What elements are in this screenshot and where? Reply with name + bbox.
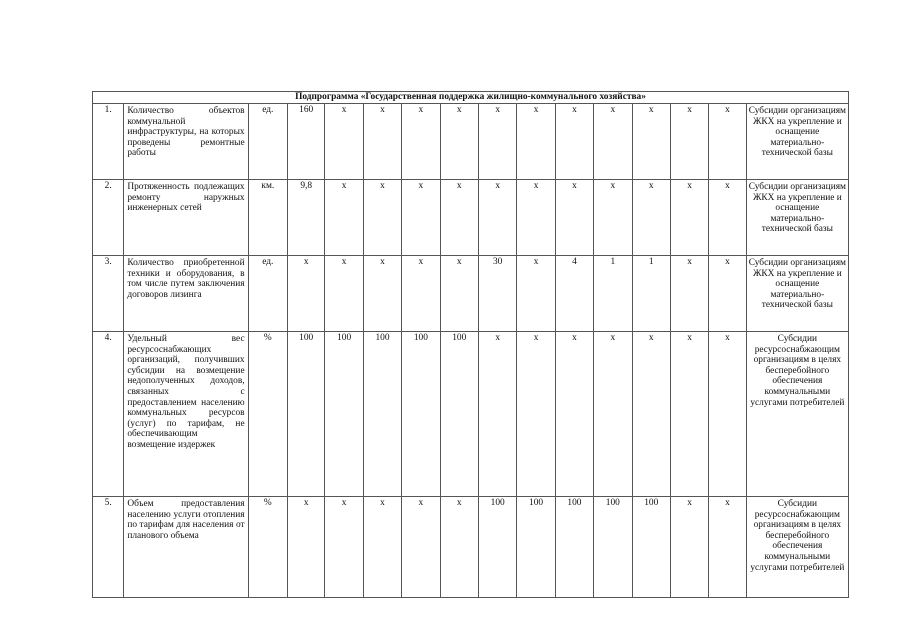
year-value-cell: 100 xyxy=(632,497,670,598)
year-value-cell: х xyxy=(402,180,440,256)
year-value-cell: х xyxy=(440,180,478,256)
year-value-cell: х xyxy=(670,256,708,332)
indicator-name: Удельный вес ресурсоснабжающих организаций, получивших субсидии на возмещение недополученных доходов, связанных с предоставлением населению коммунальных ресурсов (услуг) по тарифам, не обеспечивающим возмещение издержек xyxy=(124,332,248,497)
year-value-cell: 100 xyxy=(325,332,363,497)
row-number: 5. xyxy=(93,497,124,598)
year-value-cell: х xyxy=(363,180,401,256)
unit-of-measure: ед. xyxy=(248,104,287,180)
year-value-cell: х xyxy=(325,256,363,332)
year-value-cell: х xyxy=(632,104,670,180)
year-value-cell: х xyxy=(325,104,363,180)
year-value-cell: х xyxy=(325,180,363,256)
year-value-cell: х xyxy=(555,180,593,256)
table-row xyxy=(93,256,849,332)
table-row xyxy=(93,104,849,180)
year-value-cell: х xyxy=(594,332,632,497)
indicator-name: Объем предоставления населению услуги отопления по тарифам для населения от планового объема xyxy=(124,497,248,598)
year-value-cell: х xyxy=(555,332,593,497)
year-value-cell: х xyxy=(517,180,555,256)
year-value-cell: х xyxy=(288,256,325,332)
year-value-cell: х xyxy=(325,497,363,598)
year-value-cell: х xyxy=(440,104,478,180)
year-value-cell: х xyxy=(402,256,440,332)
funding-source: Субсидии организациям ЖКХ на укрепление и оснащение материально-технической базы xyxy=(746,104,848,180)
year-value-cell: х xyxy=(594,180,632,256)
row-number: 1. xyxy=(93,104,124,180)
unit-of-measure: % xyxy=(248,497,287,598)
table-row xyxy=(93,497,849,598)
year-value-cell: 100 xyxy=(402,332,440,497)
year-value-cell: х xyxy=(709,497,746,598)
unit-of-measure: % xyxy=(248,332,287,497)
table-row xyxy=(93,332,849,497)
indicator-name: Количество приобретенной техники и оборудования, в том числе путем заключения договоров лизинга xyxy=(124,256,248,332)
year-value-cell: х xyxy=(402,497,440,598)
year-value-cell: х xyxy=(632,332,670,497)
year-value-cell: 100 xyxy=(363,332,401,497)
year-value-cell: х xyxy=(709,332,746,497)
year-value-cell: х xyxy=(670,180,708,256)
year-value-cell: х xyxy=(555,104,593,180)
funding-source: Субсидии ресурсоснабжающим организациям в целях бесперебойного обеспечения коммунальными услугами потребителей xyxy=(746,497,848,598)
year-value-cell: х xyxy=(440,256,478,332)
year-value-cell: х xyxy=(709,256,746,332)
year-value-cell: х xyxy=(478,332,516,497)
year-value-cell: х xyxy=(517,256,555,332)
year-value-cell: 100 xyxy=(288,332,325,497)
year-value-cell: 100 xyxy=(478,497,516,598)
year-value-cell: х xyxy=(517,104,555,180)
year-value-cell: х xyxy=(363,256,401,332)
year-value-cell: 9,8 xyxy=(288,180,325,256)
funding-source: Субсидии организациям ЖКХ на укрепление и оснащение материально-технической базы xyxy=(746,256,848,332)
year-value-cell: х xyxy=(670,104,708,180)
unit-of-measure: км. xyxy=(248,180,287,256)
year-value-cell: 100 xyxy=(555,497,593,598)
year-value-cell: х xyxy=(670,497,708,598)
year-value-cell: х xyxy=(440,497,478,598)
unit-of-measure: ед. xyxy=(248,256,287,332)
funding-source: Субсидии организациям ЖКХ на укрепление и оснащение материально-технической базы xyxy=(746,180,848,256)
year-value-cell: 1 xyxy=(594,256,632,332)
subprogram-header-row xyxy=(93,92,849,104)
row-number: 4. xyxy=(93,332,124,497)
year-value-cell: 100 xyxy=(440,332,478,497)
year-value-cell: 100 xyxy=(517,497,555,598)
year-value-cell: х xyxy=(402,104,440,180)
year-value-cell: х xyxy=(594,104,632,180)
funding-source: Субсидии ресурсоснабжающим организациям в целях бесперебойного обеспечения коммунальными услугами потребителей xyxy=(746,332,848,497)
row-number: 2. xyxy=(93,180,124,256)
year-value-cell: х xyxy=(478,180,516,256)
year-value-cell: х xyxy=(478,104,516,180)
year-value-cell: х xyxy=(288,497,325,598)
year-value-cell: 30 xyxy=(478,256,516,332)
year-value-cell: 100 xyxy=(594,497,632,598)
year-value-cell: х xyxy=(709,104,746,180)
table-row xyxy=(93,180,849,256)
subprogram-title: Подпрограмма «Государственная поддержка жилищно-коммунального хозяйства» xyxy=(93,92,849,104)
indicator-name: Количество объектов коммунальной инфраструктуры, на которых проведены ремонтные работы xyxy=(124,104,248,180)
year-value-cell: х xyxy=(670,332,708,497)
year-value-cell: х xyxy=(363,104,401,180)
indicators-table xyxy=(92,91,849,598)
year-value-cell: 160 xyxy=(288,104,325,180)
year-value-cell: х xyxy=(709,180,746,256)
year-value-cell: х xyxy=(517,332,555,497)
year-value-cell: х xyxy=(363,497,401,598)
document-page xyxy=(92,91,849,598)
row-number: 3. xyxy=(93,256,124,332)
indicator-name: Протяженность подлежащих ремонту наружных инженерных сетей xyxy=(124,180,248,256)
year-value-cell: х xyxy=(632,180,670,256)
year-value-cell: 1 xyxy=(632,256,670,332)
year-value-cell: 4 xyxy=(555,256,593,332)
